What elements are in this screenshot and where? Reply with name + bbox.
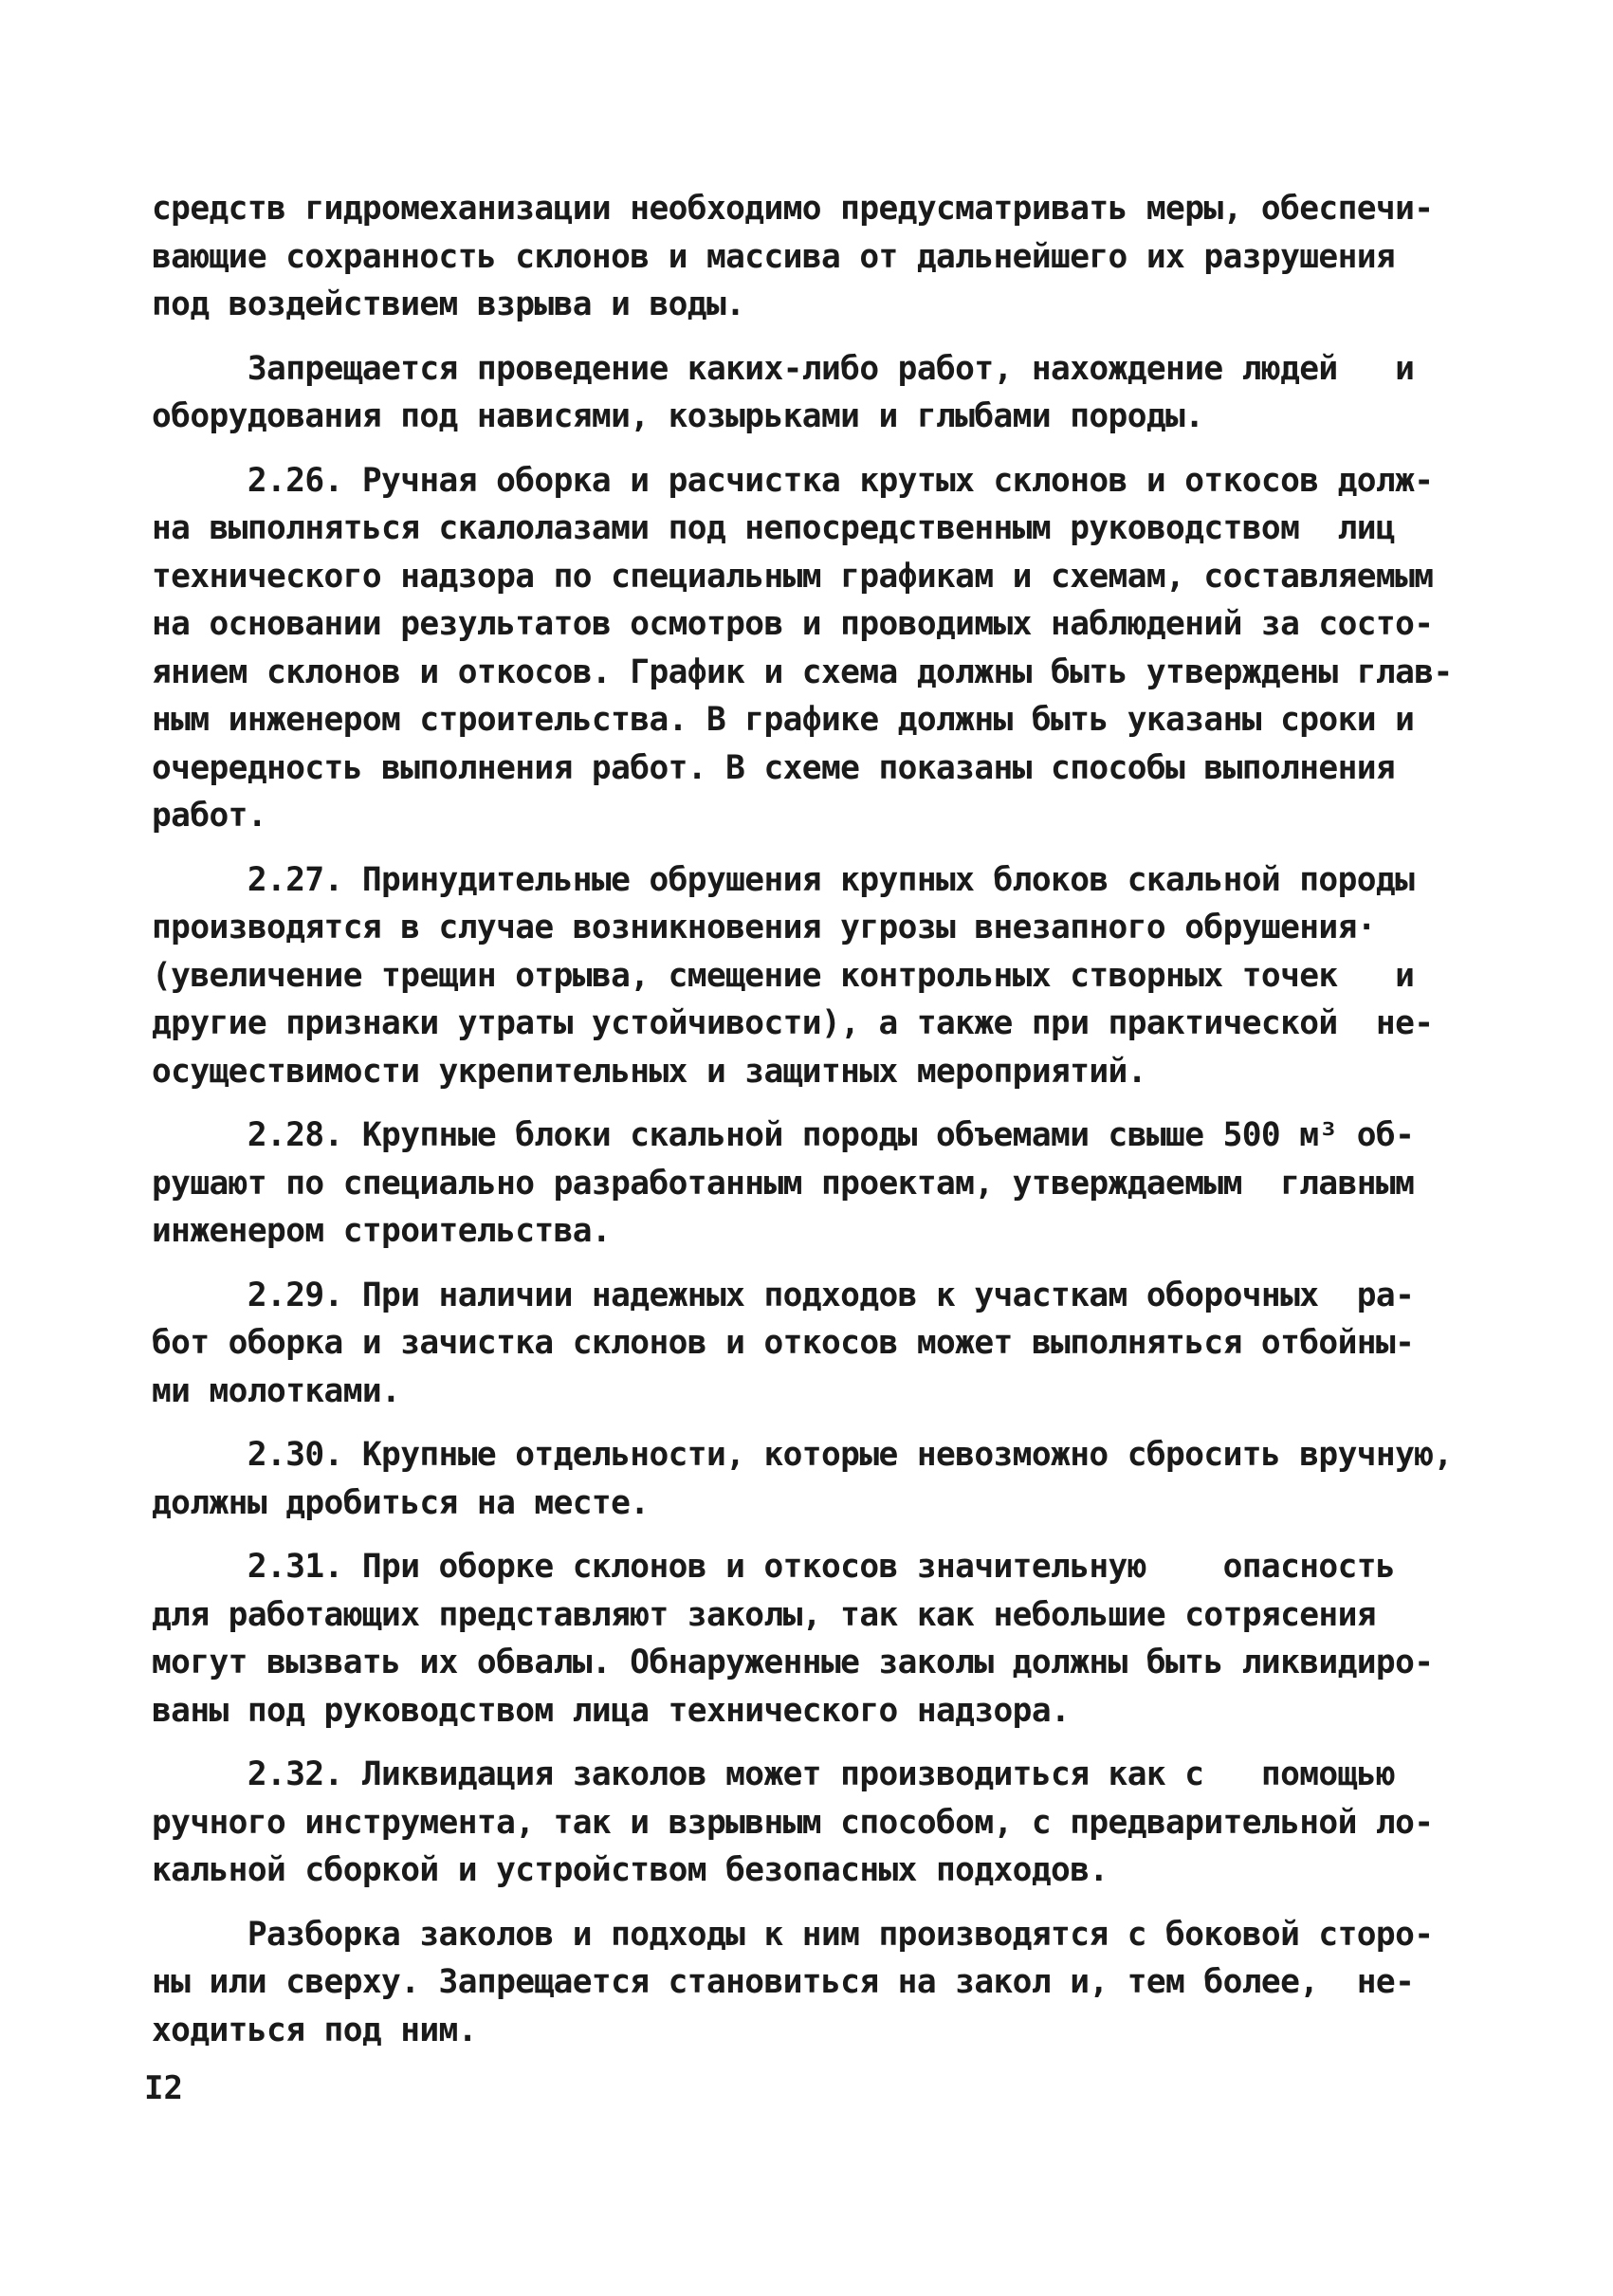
text-line: другие признаки утраты устойчивости), а также при практической не- <box>152 1004 1434 1042</box>
text-line: бот оборка и зачистка склонов и откосов может выполняться отбойны- <box>152 1324 1415 1362</box>
text-line: ны или сверху. Запрещается становиться на закол и, тем более, не- <box>152 1963 1415 2001</box>
text-line: 2.28. Крупные блоки скальной породы объемами свыше 500 м³ об- <box>152 1116 1415 1154</box>
text-line: ваны под руководством лица технического надзора. <box>152 1691 1071 1730</box>
paragraph-dismantling <box>152 1911 1479 2055</box>
text-line: рушают по специально разработанным проектам, утверждаемым главным <box>152 1164 1415 1203</box>
text-line: 2.26. Ручная оборка и расчистка крутых склонов и откосов долж- <box>152 461 1434 500</box>
text-line: средств гидромеханизации необходимо предусматривать меры, обеспечи- <box>152 190 1434 228</box>
text-line: работ. <box>152 797 267 835</box>
text-line: инженером строительства. <box>152 1212 612 1250</box>
text-line: 2.27. Принудительные обрушения крупных блоков скальной породы <box>152 860 1415 899</box>
text-line: 2.29. При наличии надежных подходов к участкам оборочных ра- <box>152 1276 1415 1314</box>
text-line: должны дробиться на месте. <box>152 1483 650 1522</box>
text-line: (увеличение трещин отрыва, смещение контрольных створных точек и <box>152 956 1415 995</box>
text-line: 2.30. Крупные отдельности, которые невозможно сбросить вручную, <box>152 1436 1453 1474</box>
text-line: производятся в случае возникновения угрозы внезапного обрушения· <box>152 909 1376 946</box>
paragraph-2-32 <box>152 1751 1479 1895</box>
text-line: ходиться под ним. <box>152 2011 477 2049</box>
paragraph-2-31 <box>152 1543 1479 1735</box>
paragraph-2-27 <box>152 856 1479 1096</box>
text-line: на выполняться скалолазами под непосредственным руководством лиц <box>152 509 1396 547</box>
text-line: ным инженером строительства. В графике должны быть указаны сроки и <box>152 701 1415 739</box>
text-line: 2.32. Ликвидация заколов может производиться как с помощью <box>152 1755 1396 1793</box>
text-line: кальной сборкой и устройством безопасных подходов. <box>152 1851 1109 1889</box>
page-number: I2 <box>144 2069 183 2107</box>
text-line: осуществимости укрепительных и защитных мероприятий. <box>152 1052 1146 1091</box>
text-line: 2.31. При оборке склонов и откосов значительную опасность <box>152 1548 1396 1586</box>
paragraph-2-28 <box>152 1111 1479 1256</box>
text-line: ми молотками. <box>152 1371 401 1410</box>
document-body <box>152 185 1479 2070</box>
paragraph-2-30 <box>152 1431 1479 1527</box>
paragraph-prohibition <box>152 345 1479 441</box>
text-line: на основании результатов осмотров и проводимых наблюдений за состо- <box>152 605 1434 643</box>
paragraph-2-29 <box>152 1272 1479 1416</box>
text-line: оборудования под нависями, козырьками и глыбами породы. <box>152 397 1204 435</box>
text-line: могут вызвать их обвалы. Обнаруженные заколы должны быть ликвидиро- <box>152 1644 1434 1681</box>
text-line: под воздействием взрыва и воды. <box>152 285 745 323</box>
text-line: Разборка заколов и подходы к ним производятся с боковой сторо- <box>152 1915 1434 1954</box>
text-line: очередность выполнения работ. В схеме показаны способы выполнения <box>152 748 1396 787</box>
text-line: янием склонов и откосов. График и схема должны быть утверждены глав- <box>152 652 1453 691</box>
text-line: ручного инструмента, так и взрывным способом, с предварительной ло- <box>152 1803 1434 1842</box>
paragraph-intro <box>152 185 1479 329</box>
text-line: для работающих представляют заколы, так как небольшие сотрясения <box>152 1595 1376 1634</box>
paragraph-2-26 <box>152 457 1479 840</box>
text-line: вающие сохранность склонов и массива от дальнейшего их разрушения <box>152 237 1396 276</box>
text-line: технического надзора по специальным графикам и схемам, составляемым <box>152 557 1434 596</box>
text-line: Запрещается проведение каких-либо работ, нахождение людей и <box>152 349 1415 388</box>
